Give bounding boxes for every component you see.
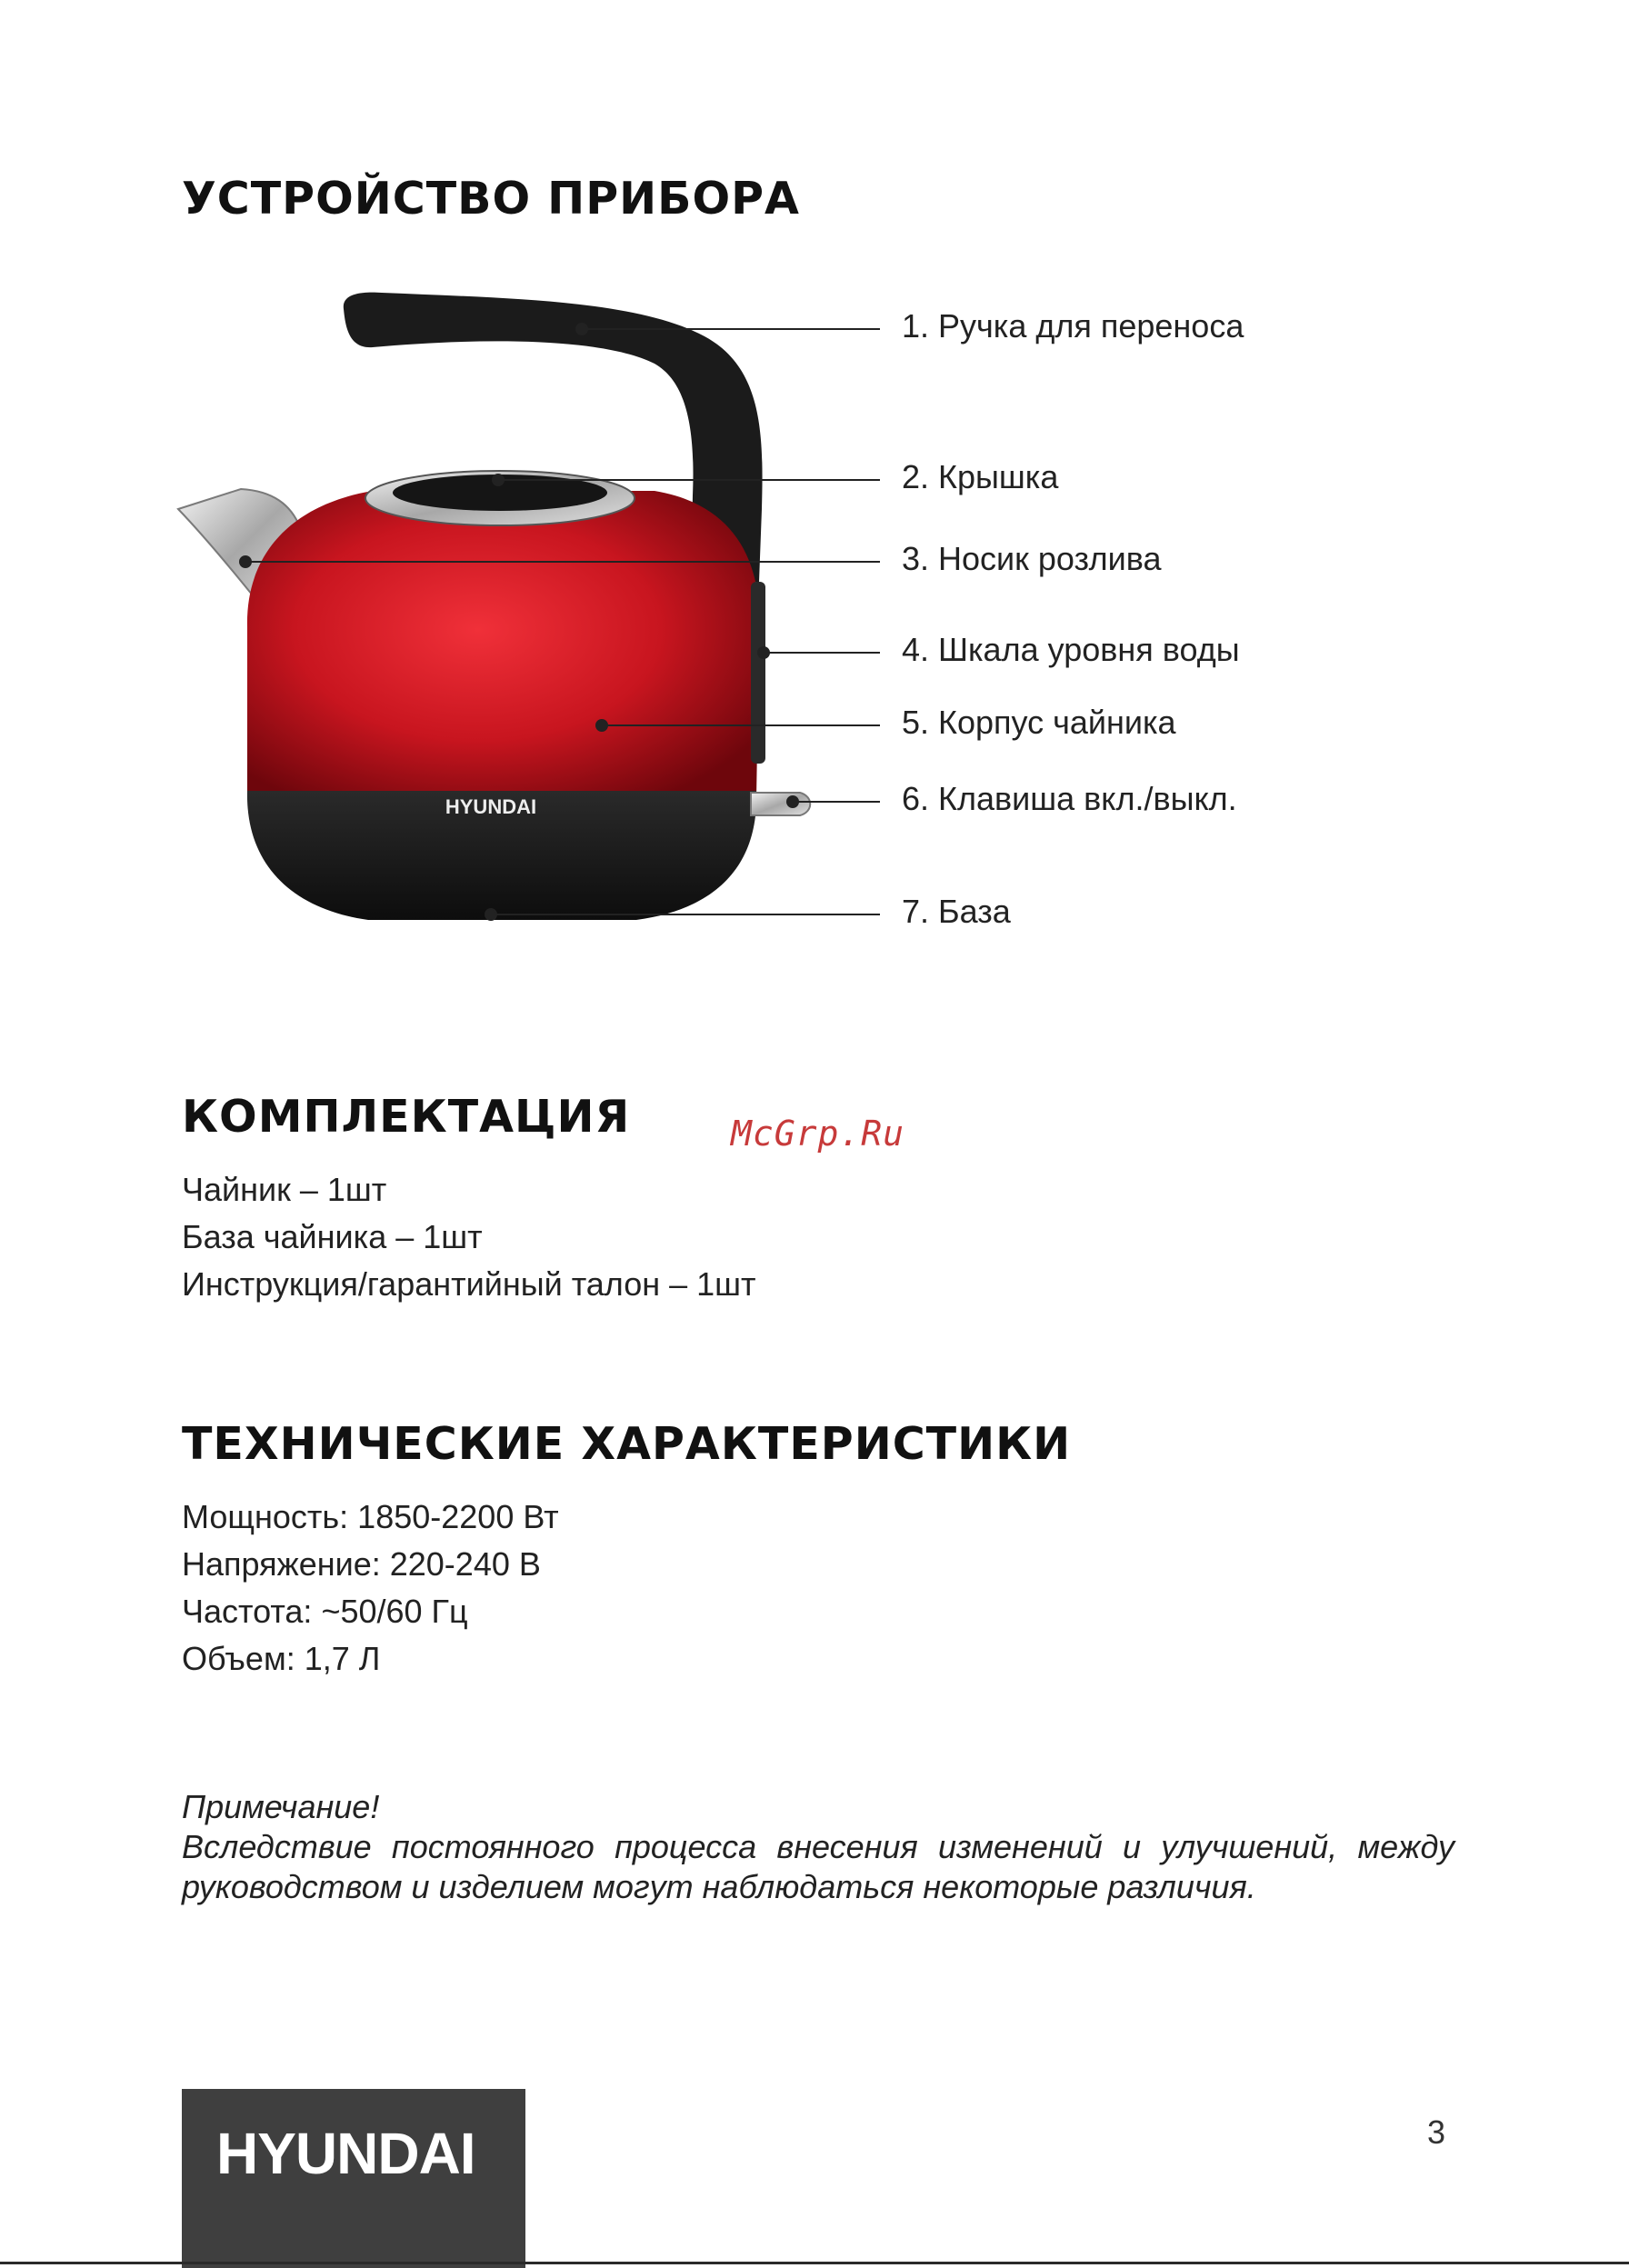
note-text: Вследствие постоянного процесса внесения изменений и улучшений, между руководством и изделием могут наблюдаться некоторые различия. — [182, 1828, 1454, 1905]
spec-item: Мощность: 1850-2200 Вт — [182, 1498, 559, 1535]
spec-item: Объем: 1,7 Л — [182, 1640, 381, 1677]
kettle-brand-label: HYUNDAI — [445, 795, 537, 818]
callout-base: 7. База — [902, 893, 1011, 930]
section-title-device: УСТРОЙСТВО ПРИБОРА — [182, 173, 800, 225]
spec-item: Напряжение: 220-240 В — [182, 1545, 541, 1583]
kit-item: Инструкция/гарантийный талон – 1шт — [182, 1265, 756, 1303]
bottom-rule — [0, 2262, 1629, 2264]
callout-lid: 2. Крышка — [902, 458, 1059, 495]
footer-brand-box — [182, 2089, 525, 2268]
note — [182, 1787, 1454, 1907]
footer-brand-logo: HYUNDAI — [216, 2121, 475, 2186]
note-title: Примечание! — [182, 1788, 380, 1825]
kit-item: Чайник – 1шт — [182, 1171, 387, 1208]
kettle-body — [247, 491, 760, 800]
callout-spout: 3. Носик розлива — [902, 540, 1162, 577]
section-title-specs: ТЕХНИЧЕСКИЕ ХАРАКТЕРИСТИКИ — [182, 1418, 1072, 1470]
kit-item: База чайника – 1шт — [182, 1218, 483, 1255]
callout-switch: 6. Клавиша вкл./выкл. — [902, 780, 1237, 817]
page-number: 3 — [1427, 2113, 1446, 2151]
watermark: McGrp.Ru — [731, 1114, 905, 1154]
water-level-window — [751, 582, 765, 764]
power-switch — [751, 793, 810, 815]
callout-handle: 1. Ручка для переноса — [902, 307, 1244, 345]
kettle-diagram — [0, 0, 1629, 982]
callout-water-level: 4. Шкала уровня воды — [902, 631, 1240, 668]
callout-body: 5. Корпус чайника — [902, 704, 1176, 741]
section-title-kit: КОМПЛЕКТАЦИЯ — [182, 1091, 631, 1143]
spec-item: Частота: ~50/60 Гц — [182, 1593, 468, 1630]
